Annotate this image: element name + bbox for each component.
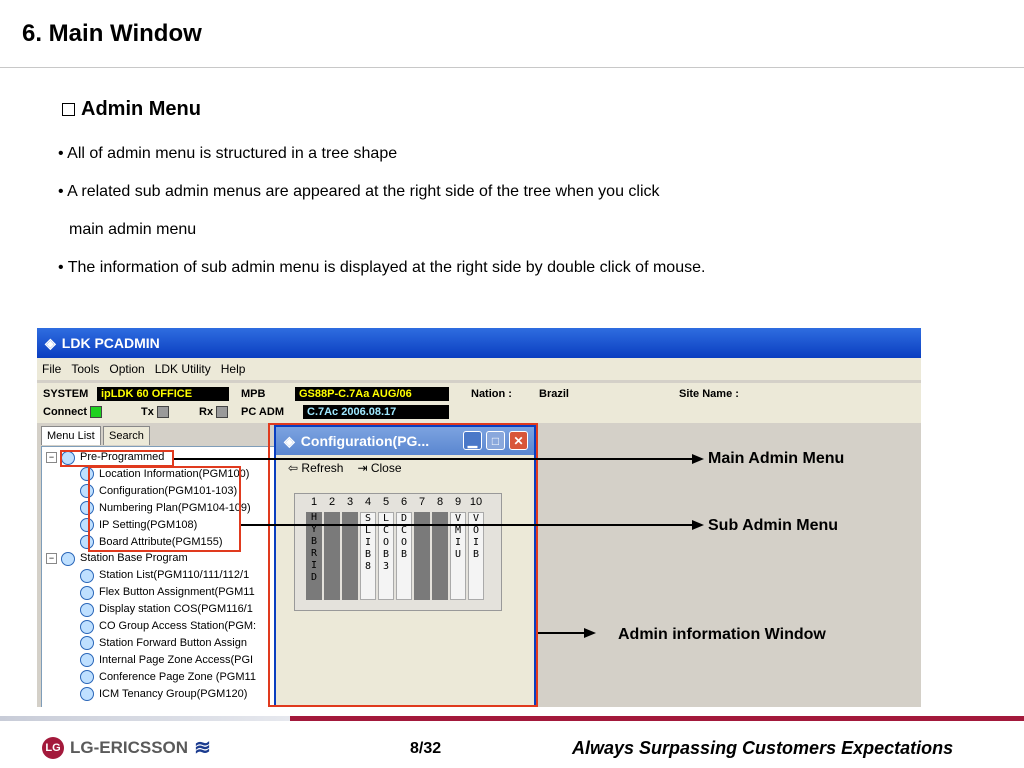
bullet-3: • The information of sub admin menu is displayed at the right side by double click of mouse. (58, 259, 706, 276)
tree-sub-menu-item[interactable] (80, 652, 253, 669)
tree-item-label: ICM Tenancy Group(PGM120) (99, 687, 248, 700)
tx-label: Tx (141, 406, 154, 418)
app-titlebar (37, 328, 921, 358)
tree-main-menu-item[interactable] (46, 550, 188, 567)
menu-tools[interactable]: Tools (71, 362, 100, 376)
tagline: Always Surpassing Customers Expectations (572, 738, 954, 758)
refresh-label: Refresh (301, 461, 344, 475)
menu-node-icon (80, 603, 94, 617)
exit-icon: ⇥ (357, 461, 368, 475)
tx-indicator (141, 406, 169, 418)
menu-option[interactable]: Option (109, 362, 145, 376)
board-slot[interactable]: H Y B R I D (306, 512, 322, 600)
connect-indicator (43, 406, 102, 418)
callout-sub-admin-menu: Sub Admin Menu (708, 517, 839, 534)
minimize-icon[interactable]: ▁ (463, 431, 482, 450)
board-slot[interactable]: V M I U (450, 512, 466, 600)
board-slot[interactable]: V O I B (468, 512, 484, 600)
slot-number: 4 (364, 496, 372, 508)
tree-item-label: CO Group Access Station(PGM: (99, 620, 257, 632)
system-label: SYSTEM (43, 388, 89, 400)
menu-file[interactable]: File (42, 362, 62, 376)
page-number: 8/32 (410, 740, 442, 757)
menu-node-icon (80, 687, 94, 701)
lg-mark-icon: LG (42, 737, 64, 759)
tree-item-label: Display station COS(PGM116/1 (99, 603, 253, 616)
slot-number: 5 (382, 496, 390, 508)
tree-sub-menu-item[interactable] (80, 669, 256, 686)
rx-label: Rx (199, 406, 214, 418)
tree-sub-menu-item[interactable] (80, 584, 255, 601)
menu-help[interactable]: Help (220, 362, 246, 376)
footer-bar-left (0, 716, 290, 721)
tree-item-label: Conference Page Zone (PGM11 (99, 670, 256, 683)
tree-sub-menu-item[interactable] (80, 601, 253, 618)
pcadm-label: PC ADM (241, 406, 284, 418)
tree-item-label: Configuration(PGM101-103) (99, 484, 238, 497)
lg-ericsson-logo (42, 735, 211, 760)
board-slot[interactable]: D C O B (396, 512, 412, 600)
menu-tabs (41, 426, 273, 446)
tree-sub-menu-item[interactable] (80, 635, 247, 652)
checkbox-bullet-icon (62, 103, 75, 116)
main-menu-highlight (60, 450, 174, 467)
tree-sub-menu-item[interactable] (80, 686, 247, 703)
nation-label: Nation : (471, 388, 512, 400)
info-window-highlight (268, 423, 538, 707)
dialog-diamond-icon: ◈ (284, 432, 295, 449)
tree-item-label: Station Forward Button Assign (99, 636, 247, 649)
slot-number: 1 (310, 496, 318, 508)
tree-item-label: Pre-Programmed (80, 451, 165, 463)
menu-node-icon (80, 620, 94, 634)
ericsson-stripes-icon: ≋ (194, 737, 211, 759)
slot-number: 9 (454, 496, 462, 508)
tree-item-label: Internal Page Zone Access(PGI (99, 653, 254, 666)
system-value: ipLDK 60 OFFICE (97, 387, 229, 401)
close-label: Close (370, 461, 402, 475)
tree-item-label: Location Information(PGM100) (99, 467, 250, 480)
menu-node-icon (80, 670, 94, 684)
menu-node-icon (61, 552, 75, 566)
collapse-icon[interactable]: − (46, 553, 57, 564)
back-arrow-icon: ⇦ (288, 461, 299, 475)
menu-node-icon (80, 653, 94, 667)
tab-menu-list[interactable]: Menu List (41, 426, 101, 445)
app-menubar (37, 358, 921, 380)
tree-item-label: Station Base Program (80, 552, 188, 565)
tree-item-label: Numbering Plan(PGM104-109) (99, 501, 251, 514)
menu-node-icon (80, 569, 94, 583)
dialog-title: Configuration(PG... (300, 433, 430, 449)
tx-led-icon (157, 406, 169, 418)
board-slot[interactable]: S L I B 8 (360, 512, 376, 600)
tab-search[interactable]: Search (103, 426, 150, 445)
tree-item-label: Flex Button Assignment(PGM11 (99, 586, 255, 599)
site-label: Site Name : (679, 388, 739, 400)
footer-bar-right (290, 716, 1024, 721)
tree-item-label: Station List(PGM110/111/112/1 (99, 569, 250, 582)
section-heading (62, 98, 201, 121)
mpb-value: GS88P-C.7Aa AUG/06 (295, 387, 449, 401)
collapse-icon[interactable]: − (46, 452, 57, 463)
connect-led-icon (90, 406, 102, 418)
menu-node-icon (80, 586, 94, 600)
board-slot[interactable]: L C O B 3 (378, 512, 394, 600)
callout-admin-info-window: Admin information Window (618, 626, 826, 643)
bullet-2: • A related sub admin menus are appeared at the right side of the tree when you click (58, 183, 660, 200)
title-divider (0, 67, 1024, 68)
tree-sub-menu-item[interactable] (80, 618, 256, 635)
slot-number: 3 (346, 496, 354, 508)
slot-number: 2 (328, 496, 336, 508)
app-diamond-icon: ◈ (45, 334, 56, 351)
slot-number: 8 (436, 496, 444, 508)
close-window-icon[interactable]: ✕ (509, 431, 528, 450)
maximize-icon[interactable]: □ (486, 431, 505, 450)
bullet-2-continued: main admin menu (69, 221, 197, 238)
tree-item-label: IP Setting(PGM108) (99, 518, 198, 531)
slide-title: 6. Main Window (22, 20, 202, 47)
menu-node-icon (80, 636, 94, 650)
menu-ldk-utility[interactable]: LDK Utility (154, 362, 211, 376)
slot-number: 7 (418, 496, 426, 508)
slot-number: 6 (400, 496, 408, 508)
section-heading-text: Admin Menu (81, 98, 201, 120)
pcadm-value: C.7Ac 2006.08.17 (303, 405, 449, 419)
bullet-1: • All of admin menu is structured in a tree shape (58, 145, 398, 162)
rx-indicator (199, 406, 228, 418)
tree-item-label: Board Attribute(PGM155) (99, 535, 223, 548)
mpb-label: MPB (241, 388, 266, 400)
nation-value: Brazil (539, 388, 569, 400)
rx-led-icon (216, 406, 228, 418)
tree-sub-menu-item[interactable] (80, 567, 249, 584)
slot-number: 10 (469, 496, 483, 508)
sub-menu-highlight (88, 466, 241, 552)
callout-main-admin-menu: Main Admin Menu (708, 450, 845, 467)
status-panel (37, 383, 921, 423)
connect-label: Connect (43, 406, 87, 418)
app-title: LDK PCADMIN (61, 335, 160, 351)
brand-name: LG-ERICSSON (70, 737, 189, 757)
